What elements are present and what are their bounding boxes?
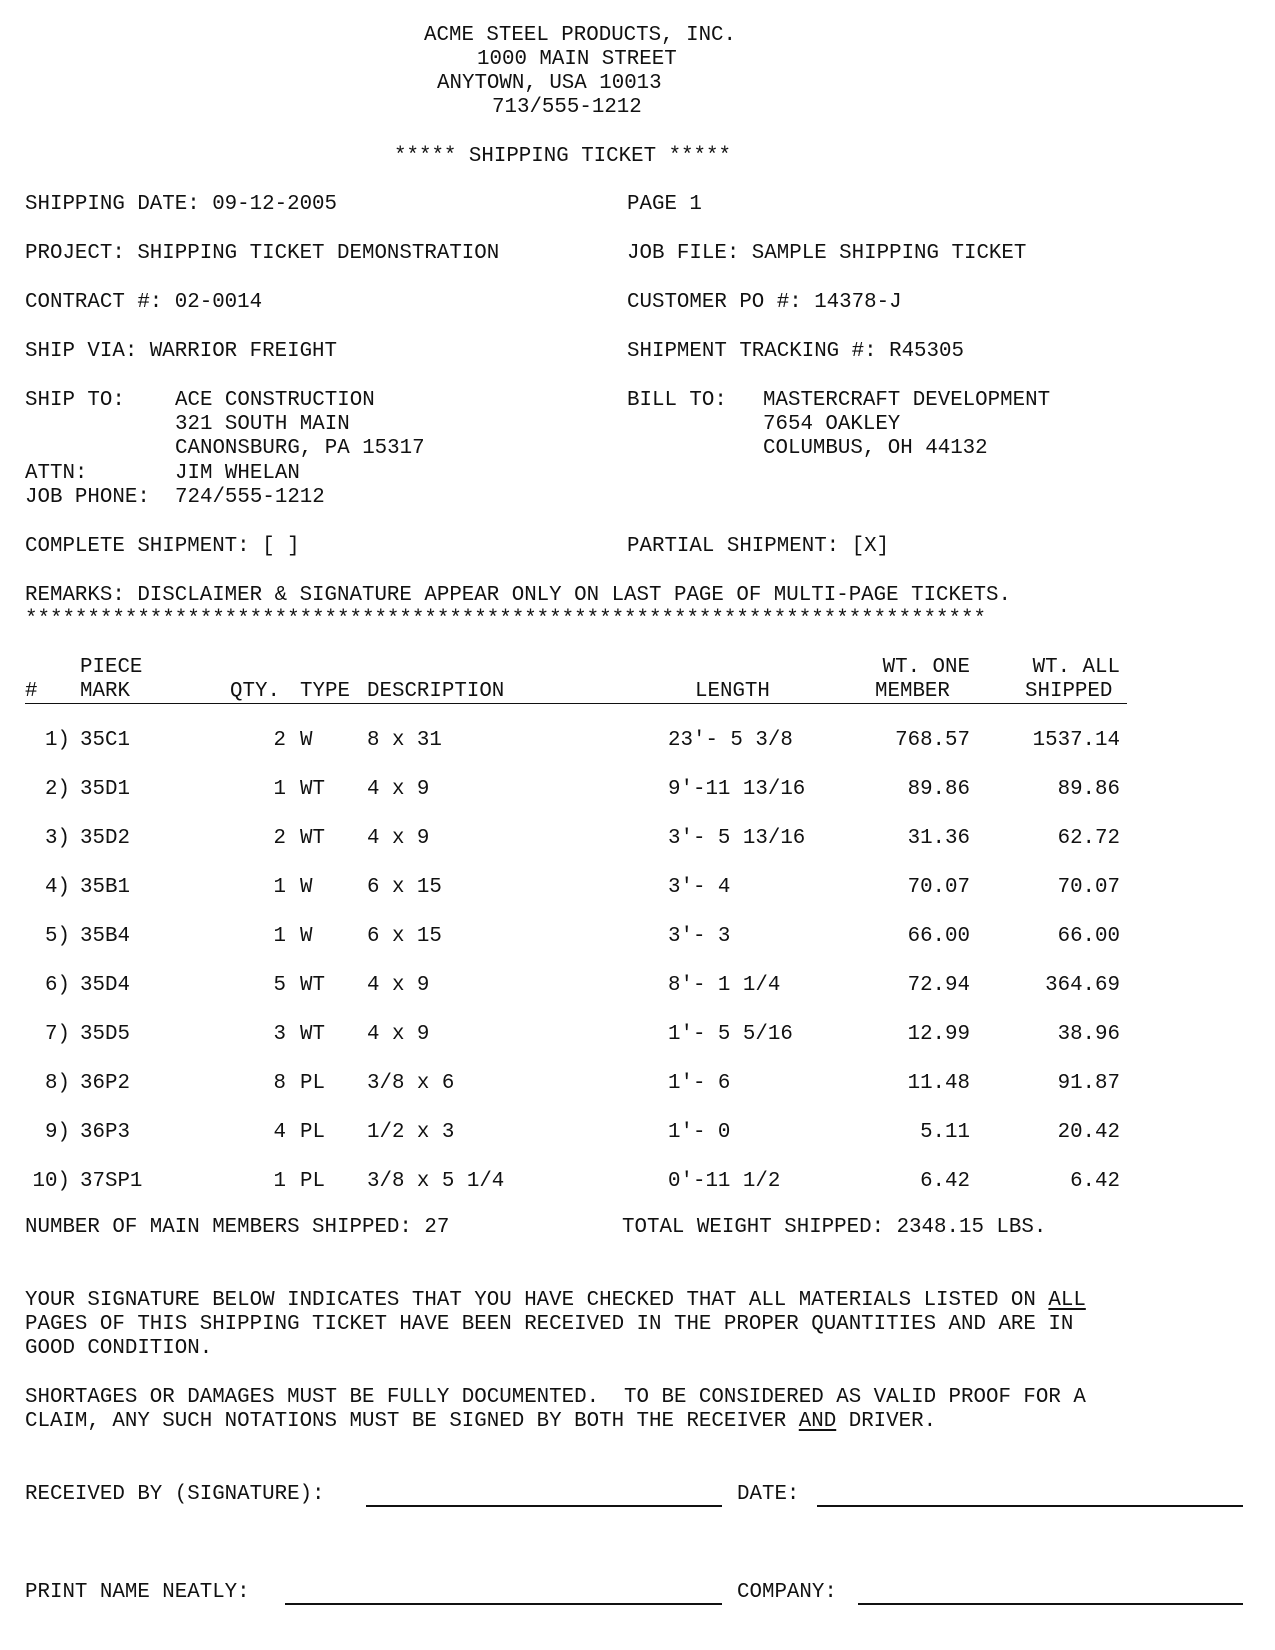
header-underline [25,703,1127,704]
description: 6 x 15 [367,876,442,899]
member-type: WT [300,778,325,801]
header-wt-one-line1: WT. ONE [882,656,970,679]
row-number: 1) [45,729,70,752]
disclaimer-line: CLAIM, ANY SUCH NOTATIONS MUST BE SIGNED BY BOTH THE RECEIVER AND DRIVER. [25,1410,937,1433]
company-phone: 713/555-1212 [492,96,642,119]
received-by-label: RECEIVED BY (SIGNATURE): [25,1483,325,1506]
shipping-date: SHIPPING DATE: 09-12-2005 [25,193,338,216]
weight-shipped: 62.72 [1057,827,1120,850]
received-by-signature-line[interactable] [366,1505,722,1507]
piece-mark: 35B4 [80,925,130,948]
description: 4 x 9 [367,778,430,801]
bill-to-label: BILL TO: [627,389,727,412]
header-member: MEMBER [875,680,950,703]
ship-to-line: 321 SOUTH MAIN [175,413,350,436]
weight-shipped: 20.42 [1057,1121,1120,1144]
header-type: TYPE [300,680,350,703]
row-number: 4) [45,876,70,899]
piece-mark: 35D2 [80,827,130,850]
row-number: 6) [45,974,70,997]
total-weight: TOTAL WEIGHT SHIPPED: 2348.15 LBS. [622,1216,1047,1239]
row-number: 9) [45,1121,70,1144]
print-name-line[interactable] [285,1603,722,1605]
underlined-and: AND [798,1410,837,1433]
weight-shipped: 91.87 [1057,1072,1120,1095]
length: 3'- 4 [668,876,731,899]
description: 4 x 9 [367,974,430,997]
weight-shipped: 89.86 [1057,778,1120,801]
quantity: 1 [273,876,286,899]
member-type: W [300,729,313,752]
weight-one: 72.94 [907,974,970,997]
member-type: WT [300,1023,325,1046]
member-type: W [300,925,313,948]
company-city: ANYTOWN, USA 10013 [437,72,662,95]
header-number: # [25,680,38,703]
total-members: NUMBER OF MAIN MEMBERS SHIPPED: 27 [25,1216,450,1239]
quantity: 4 [273,1121,286,1144]
member-type: PL [300,1121,325,1144]
weight-shipped: 66.00 [1057,925,1120,948]
row-number: 10) [32,1170,70,1193]
piece-mark: 37SP1 [80,1170,143,1193]
piece-mark: 35D5 [80,1023,130,1046]
partial-shipment: PARTIAL SHIPMENT: [X] [627,535,890,558]
weight-one: 768.57 [895,729,970,752]
member-type: WT [300,974,325,997]
piece-mark: 36P3 [80,1121,130,1144]
company-street: 1000 MAIN STREET [477,48,677,71]
description: 6 x 15 [367,925,442,948]
row-number: 3) [45,827,70,850]
weight-shipped: 1537.14 [1032,729,1120,752]
weight-one: 5.11 [920,1121,970,1144]
contract-number: CONTRACT #: 02-0014 [25,291,263,314]
date-label: DATE: [737,1483,800,1506]
disclaimer-line: GOOD CONDITION. [25,1337,213,1360]
description: 1/2 x 3 [367,1121,455,1144]
row-number: 7) [45,1023,70,1046]
length: 8'- 1 1/4 [668,974,781,997]
row-number: 5) [45,925,70,948]
header-shipped: SHIPPED [1025,680,1113,703]
member-type: PL [300,1072,325,1095]
weight-one: 12.99 [907,1023,970,1046]
quantity: 5 [273,974,286,997]
disclaimer-line: PAGES OF THIS SHIPPING TICKET HAVE BEEN RECEIVED IN THE PROPER QUANTITIES AND ARE IN [25,1313,1074,1336]
quantity: 2 [273,827,286,850]
weight-shipped: 38.96 [1057,1023,1120,1046]
disclaimer-line: YOUR SIGNATURE BELOW INDICATES THAT YOU HAVE CHECKED THAT ALL MATERIALS LISTED ON ALL [25,1289,1086,1312]
weight-one: 70.07 [907,876,970,899]
attn-name: JIM WHELAN [175,462,300,485]
remarks: REMARKS: DISCLAIMER & SIGNATURE APPEAR ONLY ON LAST PAGE OF MULTI-PAGE TICKETS. [25,584,1011,607]
piece-mark: 35C1 [80,729,130,752]
description: 3/8 x 5 1/4 [367,1170,505,1193]
piece-mark: 35D1 [80,778,130,801]
weight-one: 89.86 [907,778,970,801]
length: 23'- 5 3/8 [668,729,793,752]
print-name-label: PRINT NAME NEATLY: [25,1581,250,1604]
quantity: 2 [273,729,286,752]
weight-one: 6.42 [920,1170,970,1193]
description: 8 x 31 [367,729,442,752]
weight-one: 31.36 [907,827,970,850]
date-line[interactable] [817,1505,1243,1507]
row-number: 8) [45,1072,70,1095]
attn-label: ATTN: [25,462,88,485]
length: 3'- 5 13/16 [668,827,806,850]
customer-po: CUSTOMER PO #: 14378-J [627,291,902,314]
weight-shipped: 6.42 [1070,1170,1120,1193]
star-divider: ***************************************************************************** [25,608,986,631]
header-length: LENGTH [695,680,770,703]
piece-mark: 35B1 [80,876,130,899]
header-description: DESCRIPTION [367,680,505,703]
job-phone-label: JOB PHONE: [25,486,150,509]
disclaimer-line: SHORTAGES OR DAMAGES MUST BE FULLY DOCUMENTED. TO BE CONSIDERED AS VALID PROOF FOR A [25,1386,1086,1409]
quantity: 1 [273,778,286,801]
ship-via: SHIP VIA: WARRIOR FREIGHT [25,340,338,363]
bill-to-line: 7654 OAKLEY [763,413,901,436]
quantity: 1 [273,925,286,948]
weight-one: 66.00 [907,925,970,948]
length: 1'- 6 [668,1072,731,1095]
quantity: 1 [273,1170,286,1193]
company-label: COMPANY: [737,1581,837,1604]
document-title: ***** SHIPPING TICKET ***** [394,145,731,168]
length: 0'-11 1/2 [668,1170,781,1193]
header-wt-all-line1: WT. ALL [1032,656,1120,679]
length: 9'-11 13/16 [668,778,806,801]
page-number: PAGE 1 [627,193,702,216]
complete-shipment: COMPLETE SHIPMENT: [ ] [25,535,300,558]
header-piece: PIECE [80,656,143,679]
member-type: PL [300,1170,325,1193]
job-phone: 724/555-1212 [175,486,325,509]
row-number: 2) [45,778,70,801]
length: 3'- 3 [668,925,731,948]
piece-mark: 36P2 [80,1072,130,1095]
ship-to-line: ACE CONSTRUCTION [175,389,375,412]
length: 1'- 0 [668,1121,731,1144]
member-type: W [300,876,313,899]
quantity: 3 [273,1023,286,1046]
description: 3/8 x 6 [367,1072,455,1095]
member-type: WT [300,827,325,850]
piece-mark: 35D4 [80,974,130,997]
description: 4 x 9 [367,827,430,850]
length: 1'- 5 5/16 [668,1023,793,1046]
weight-one: 11.48 [907,1072,970,1095]
shipment-tracking: SHIPMENT TRACKING #: R45305 [627,340,964,363]
header-qty: QTY. [230,680,280,703]
project: PROJECT: SHIPPING TICKET DEMONSTRATION [25,242,500,265]
quantity: 8 [273,1072,286,1095]
ship-to-label: SHIP TO: [25,389,125,412]
ship-to-line: CANONSBURG, PA 15317 [175,437,425,460]
weight-shipped: 70.07 [1057,876,1120,899]
underlined-all: ALL [1048,1289,1086,1312]
header-mark: MARK [80,680,130,703]
job-file: JOB FILE: SAMPLE SHIPPING TICKET [627,242,1027,265]
weight-shipped: 364.69 [1045,974,1120,997]
company-line[interactable] [858,1603,1243,1605]
description: 4 x 9 [367,1023,430,1046]
bill-to-line: MASTERCRAFT DEVELOPMENT [763,389,1051,412]
company-name: ACME STEEL PRODUCTS, INC. [424,24,737,47]
bill-to-line: COLUMBUS, OH 44132 [763,437,988,460]
